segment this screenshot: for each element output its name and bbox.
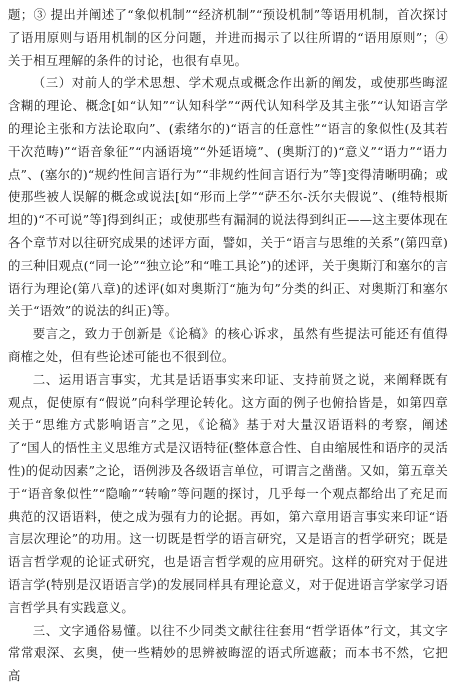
paragraph-section-three: 三、文字通俗易懂。以往不少同类文献往往套用“哲学语体”行文，其文字常常艰深、玄奥，使一些精妙的思辨被晦涩的语式所遮蔽；而本书不然，它把高	[8, 622, 448, 684]
paragraph-point-three: （三）对前人的学术思想、学术观点或概念作出新的阐发，或使那些晦涩含糊的理论、概念[如“认知”“认知科学”“两代认知科学及其主张”“认知语言学的理论主张和方法论取向”、(索绪尔的)“语言的任意性”“语言的象似性(及其若干次范畴)”“语音象征”“内涵语境”“外延语境”、(奥斯汀的)“意义”“语力”“语力点”、(塞尔的)“规约性间言语行为”“非规约性间言语行为”等]变得清晰明确；或使那些被人误解的概念或说法[如“形而上学”“萨丕尔-沃尔夫假说”、(维特根斯坦的)“不可说”等]得到纠正；或使那些有漏洞的说法得到纠正——这主要体现在各个章节对以往研究成果的述评方面，譬如，关于“语言与思维的关系”(第四章)的三种旧观点(“同一论”“独立论”和“唯工具论”)的述评，关于奥斯汀和塞尔的言语行为理论(第八章)的述评(如对奥斯汀“施为句”分类的纠正、对奥斯汀和塞尔关于“语效”的说法的纠正)等。	[8, 75, 448, 319]
paragraph-section-two: 二、运用语言事实，尤其是话语事实来印证、支持前贤之说，来阐释既有观点，促使原有“假说”向科学理论转化。这方面的例子也俯拾皆是，如第四章关于“思维方式影响语言”之见，《论稿》基于对大量汉语语料的考察，阐述了“国人的悟性主义思维方式是汉语特征(整体意合性、自由缩展性和语序的灵活性)的促动因素”之论，语例涉及各级语言单位，可谓言之凿凿。又如，第五章关于“语音象似性”“隐喻”“转喻”等问题的探讨，几乎每一个观点都给出了充足而典范的汉语语料，使之成为强有力的论据。再如，第六章用语言事实来印证“语言层次理论”的功用。这一切既是哲学的语言研究，又是语言的哲学研究；既是语言哲学观的论证式研究，也是语言哲学观的应用研究。这样的研究对于促进语言学(特别是汉语语言学)的发展同样具有理论意义，对于促进语言学家学习语言哲学具有实践意义。	[8, 371, 448, 615]
paragraph-summary: 要言之，致力于创新是《论稿》的核心诉求，虽然有些提法可能还有值得商榷之处，但有些论述可能也不很到位。	[8, 326, 448, 364]
paragraph-continued-intro: 题；③ 提出并阐述了“象似机制”“经济机制”“预设机制”等语用机制，首次探讨了语用原则与语用机制的区分问题，并进而揭示了以往所谓的“语用原则”；④ 关于相互理解的条件的讨论，也很有卓见。	[8, 7, 448, 68]
